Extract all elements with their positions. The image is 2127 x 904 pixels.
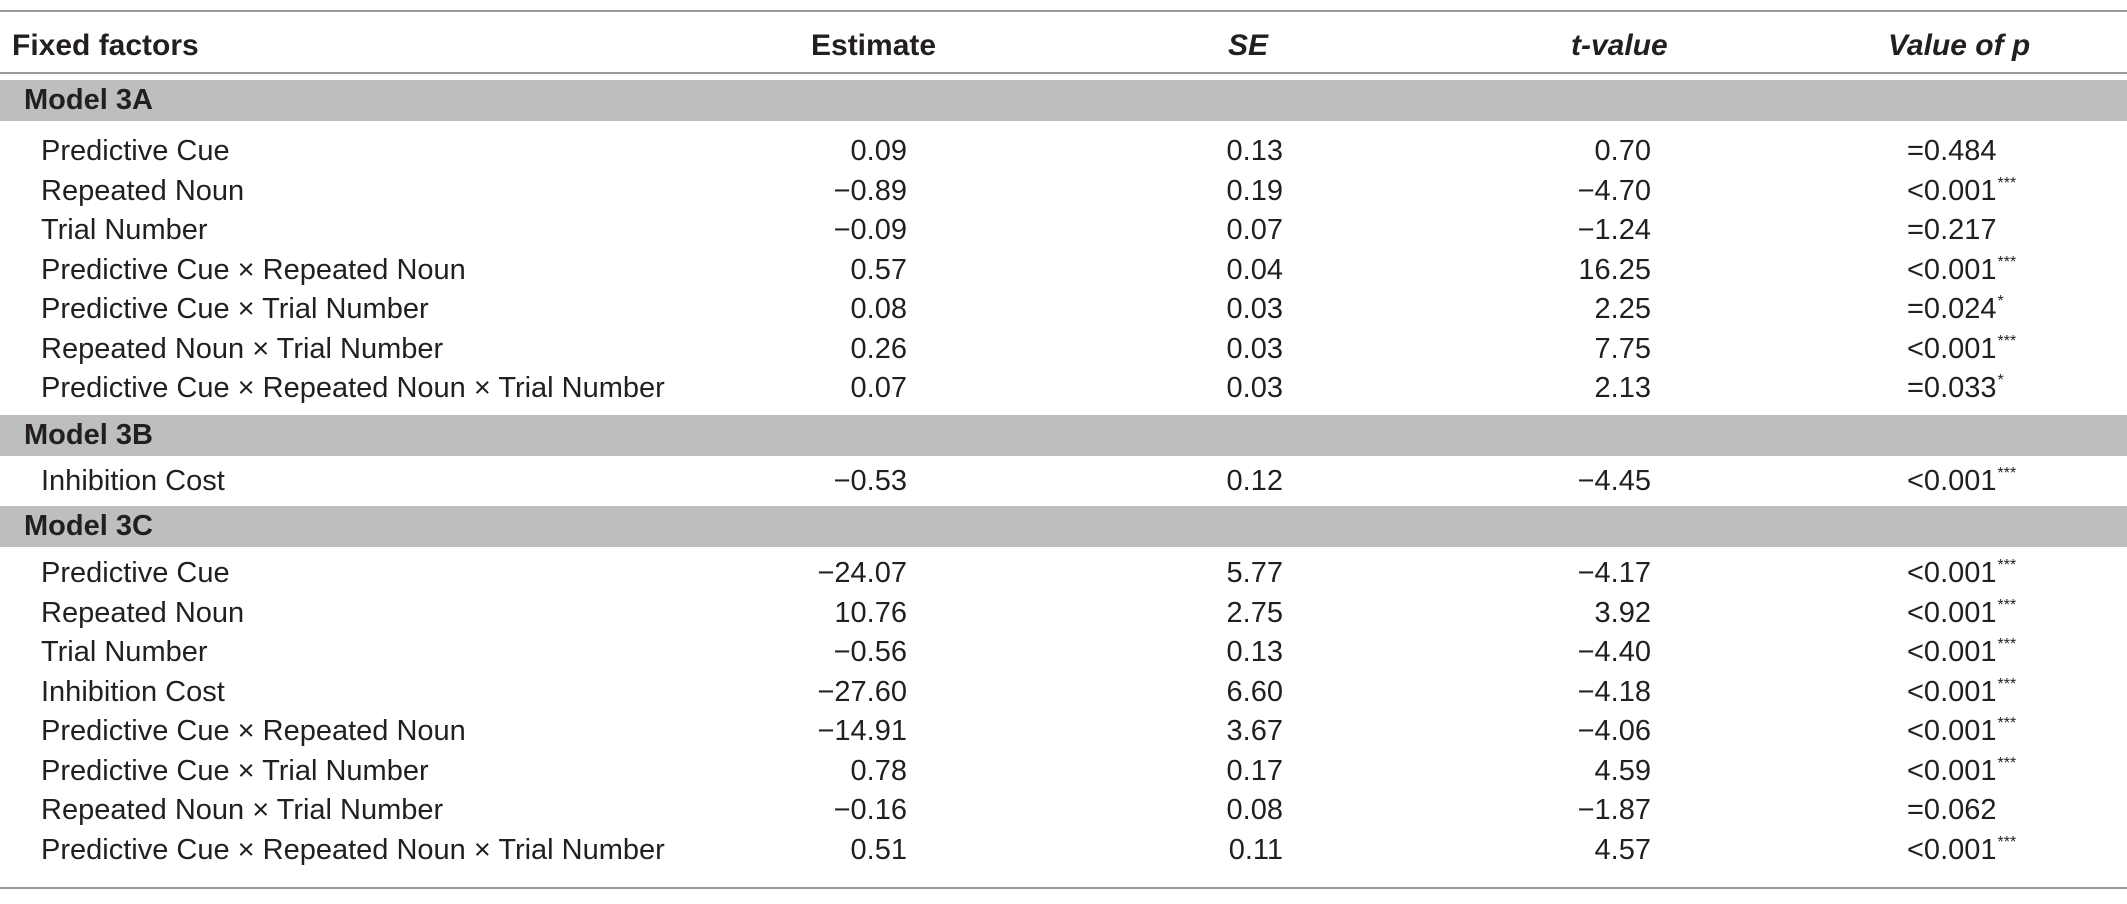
factor-cell: Predictive Cue × Repeated Noun <box>41 253 466 286</box>
t-value-cell: 4.57 <box>1594 833 1651 866</box>
p-value-cell <box>1907 131 1998 176</box>
se-cell: 0.19 <box>1226 174 1283 207</box>
t-value-cell: 2.13 <box>1594 372 1651 404</box>
bottom-rule <box>0 887 2127 889</box>
estimate-cell: 0.57 <box>850 253 907 286</box>
t-value-cell: −4.17 <box>1577 557 1651 589</box>
header-estimate: Estimate <box>811 29 937 62</box>
p-value-text: <0.001 <box>1907 557 1997 589</box>
p-value-cell <box>1907 368 2004 413</box>
t-value-cell: 2.25 <box>1594 293 1651 325</box>
se-cell: 2.75 <box>1226 596 1283 629</box>
factor-cell: Predictive Cue × Repeated Noun <box>41 715 466 747</box>
p-value-cell <box>1907 553 2016 598</box>
p-value-text: <0.001 <box>1907 465 1997 497</box>
se-cell: 0.07 <box>1226 214 1283 246</box>
estimate-cell: −0.53 <box>833 465 907 497</box>
factor-cell: Predictive Cue × Repeated Noun × Trial Number <box>41 833 665 866</box>
estimate-cell: 0.26 <box>850 332 907 365</box>
p-value-cell <box>1907 672 2016 717</box>
se-cell: 0.04 <box>1226 253 1283 286</box>
p-value-text: =0.062 <box>1907 794 1997 826</box>
t-value-cell: −1.87 <box>1577 794 1651 826</box>
table-row <box>0 210 2127 250</box>
header-fixed-factors: Fixed factors <box>12 29 199 62</box>
factor-cell: Repeated Noun × Trial Number <box>41 332 444 365</box>
table-row <box>0 250 2127 290</box>
estimate-cell: 0.07 <box>850 372 907 404</box>
header-p-value: Value of p <box>1888 29 2031 62</box>
p-value-cell <box>1907 830 2016 875</box>
se-cell: 5.77 <box>1226 557 1283 589</box>
section-label: Model 3C <box>24 510 153 542</box>
factor-cell: Predictive Cue × Trial Number <box>41 754 429 787</box>
significance-marker: *** <box>1997 715 2017 732</box>
p-value-cell <box>1907 632 2016 677</box>
p-value-cell <box>1907 329 2016 374</box>
estimate-cell: 10.76 <box>834 596 907 629</box>
se-cell: 6.60 <box>1226 675 1283 708</box>
table-row <box>0 131 2127 171</box>
table-row <box>0 171 2127 211</box>
se-cell: 0.03 <box>1226 332 1283 365</box>
factor-cell: Trial Number <box>41 214 208 246</box>
section-header <box>0 415 2127 456</box>
p-value-text: <0.001 <box>1907 754 1997 787</box>
t-value-cell: 16.25 <box>1578 253 1651 286</box>
significance-marker: * <box>1997 372 2004 389</box>
table-row <box>0 711 2127 751</box>
table-row <box>0 461 2127 501</box>
estimate-cell: 0.08 <box>850 293 907 325</box>
t-value-cell: −1.24 <box>1577 214 1651 246</box>
se-cell: 0.13 <box>1226 135 1283 167</box>
estimate-cell: −0.09 <box>833 214 907 246</box>
table-row <box>0 329 2127 369</box>
p-value-cell <box>1907 461 2016 506</box>
header-t-value: t-value <box>1571 29 1668 62</box>
significance-marker: *** <box>1997 557 2017 574</box>
p-value-text: <0.001 <box>1907 715 1997 747</box>
factor-cell: Predictive Cue × Repeated Noun × Trial Number <box>41 372 665 404</box>
section-header <box>0 80 2127 121</box>
estimate-cell: −0.56 <box>833 636 907 668</box>
p-value-text: =0.217 <box>1907 214 1997 246</box>
t-value-cell: 3.92 <box>1594 596 1651 629</box>
factor-cell: Repeated Noun × Trial Number <box>41 794 444 826</box>
se-cell: 0.17 <box>1226 754 1283 787</box>
significance-marker: *** <box>1997 332 2017 350</box>
p-value-text: <0.001 <box>1907 833 1997 866</box>
significance-marker: * <box>1997 293 2004 310</box>
section-header <box>0 506 2127 547</box>
se-cell: 0.13 <box>1226 636 1283 668</box>
p-value-text: <0.001 <box>1907 253 1997 286</box>
significance-marker: *** <box>1997 675 2017 693</box>
section-label: Model 3B <box>24 419 153 451</box>
factor-cell: Predictive Cue <box>41 557 230 589</box>
p-value-cell <box>1907 790 1998 835</box>
significance-marker: *** <box>1997 833 2017 851</box>
p-value-text: =0.024 <box>1907 293 1997 325</box>
p-value-text: <0.001 <box>1907 174 1997 207</box>
p-value-text: <0.001 <box>1907 596 1997 629</box>
t-value-cell: 7.75 <box>1594 332 1651 365</box>
t-value-cell: −4.18 <box>1577 675 1651 708</box>
p-value-cell <box>1907 250 2016 295</box>
section-label: Model 3A <box>24 84 153 116</box>
se-cell: 0.03 <box>1226 293 1283 325</box>
p-value-text: <0.001 <box>1907 636 1997 668</box>
estimate-cell: 0.78 <box>850 754 907 787</box>
estimate-cell: 0.09 <box>850 135 907 167</box>
table-row <box>0 672 2127 712</box>
se-cell: 3.67 <box>1226 715 1283 747</box>
factor-cell: Repeated Noun <box>41 174 245 207</box>
table-row <box>0 368 2127 408</box>
table-row <box>0 593 2127 633</box>
header-rule <box>0 72 2127 74</box>
t-value-cell: −4.45 <box>1577 465 1651 497</box>
estimate-cell: −0.16 <box>833 794 907 826</box>
p-value-cell <box>1907 711 2016 756</box>
p-value-cell <box>1907 171 2016 216</box>
table-row <box>0 289 2127 329</box>
t-value-cell: 4.59 <box>1594 754 1651 787</box>
se-cell: 0.12 <box>1226 465 1283 497</box>
table-row <box>0 830 2127 870</box>
table-row <box>0 632 2127 672</box>
significance-marker: *** <box>1997 636 2017 653</box>
significance-marker: *** <box>1997 174 2017 192</box>
t-value-cell: 0.70 <box>1594 135 1651 167</box>
t-value-cell: −4.40 <box>1577 636 1651 668</box>
factor-cell: Inhibition Cost <box>41 675 225 708</box>
p-value-cell <box>1907 210 1998 255</box>
factor-cell: Trial Number <box>41 636 208 668</box>
factor-cell: Inhibition Cost <box>41 465 225 497</box>
significance-marker: *** <box>1997 596 2017 614</box>
se-cell: 0.11 <box>1228 833 1283 866</box>
header-se: SE <box>1228 29 1269 62</box>
table-row <box>0 790 2127 830</box>
se-cell: 0.08 <box>1226 794 1283 826</box>
factor-cell: Predictive Cue <box>41 135 230 167</box>
table-row <box>0 751 2127 791</box>
p-value-cell <box>1907 289 2004 334</box>
se-cell: 0.03 <box>1226 372 1283 404</box>
estimate-cell: 0.51 <box>850 833 907 866</box>
p-value-text: <0.001 <box>1907 675 1997 708</box>
significance-marker: *** <box>1997 465 2017 482</box>
table-row <box>0 553 2127 593</box>
p-value-text: =0.033 <box>1907 372 1997 404</box>
significance-marker: *** <box>1997 754 2017 772</box>
estimate-cell: −27.60 <box>817 675 907 708</box>
factor-cell: Predictive Cue × Trial Number <box>41 293 429 325</box>
estimate-cell: −0.89 <box>833 174 907 207</box>
estimate-cell: −14.91 <box>817 715 907 747</box>
p-value-cell <box>1907 593 2016 638</box>
factor-cell: Repeated Noun <box>41 596 245 629</box>
top-rule <box>0 10 2127 12</box>
p-value-text: <0.001 <box>1907 332 1997 365</box>
estimate-cell: −24.07 <box>817 557 907 589</box>
t-value-cell: −4.06 <box>1577 715 1651 747</box>
p-value-text: =0.484 <box>1907 135 1997 167</box>
p-value-cell <box>1907 751 2016 796</box>
significance-marker: *** <box>1997 253 2017 271</box>
t-value-cell: −4.70 <box>1577 174 1651 207</box>
